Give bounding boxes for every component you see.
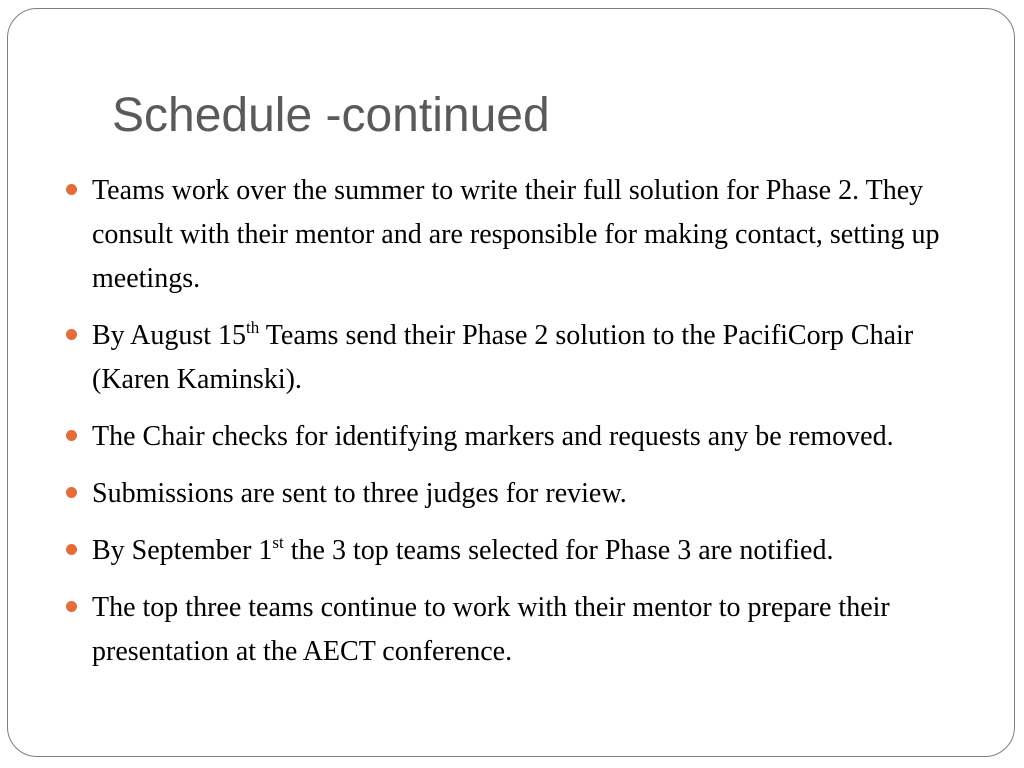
bullet-superscript: st <box>272 532 284 552</box>
bullet-text: The top three teams continue to work with their mentor to prepare their presentation at the AECT conference. <box>92 592 890 667</box>
bullet-text-before: By September 1 <box>92 535 273 566</box>
bullet-dot-icon <box>66 329 77 340</box>
bullet-text: Submissions are sent to three judges for review. <box>92 478 627 509</box>
slide-title: Schedule -continued <box>112 89 550 142</box>
bullet-dot-icon <box>66 184 77 195</box>
bullet-item-presentation-prep <box>62 586 982 674</box>
bullet-item-judges-review <box>62 472 982 516</box>
bullet-superscript: th <box>246 317 260 337</box>
bullet-dot-icon <box>66 487 77 498</box>
bullet-list <box>62 169 982 687</box>
bullet-item-september-notice <box>62 529 982 573</box>
bullet-item-august-deadline <box>62 314 982 402</box>
bullet-dot-icon <box>66 544 77 555</box>
bullet-text: The Chair checks for identifying markers and requests any be removed. <box>92 421 894 452</box>
bullet-text-after: Teams send their Phase 2 solution to the PacifiCorp Chair (Karen Kaminski). <box>92 320 914 395</box>
bullet-item-chair-check <box>62 415 982 459</box>
bullet-dot-icon <box>66 430 77 441</box>
bullet-text: Teams work over the summer to write their full solution for Phase 2. They consult with their mentor and are responsible for making contact, setting up meetings. <box>92 175 940 294</box>
bullet-item-summer-work <box>62 169 982 301</box>
bullet-dot-icon <box>66 601 77 612</box>
bullet-text-after: the 3 top teams selected for Phase 3 are notified. <box>283 535 834 566</box>
bullet-text-before: By August 15 <box>92 320 247 351</box>
